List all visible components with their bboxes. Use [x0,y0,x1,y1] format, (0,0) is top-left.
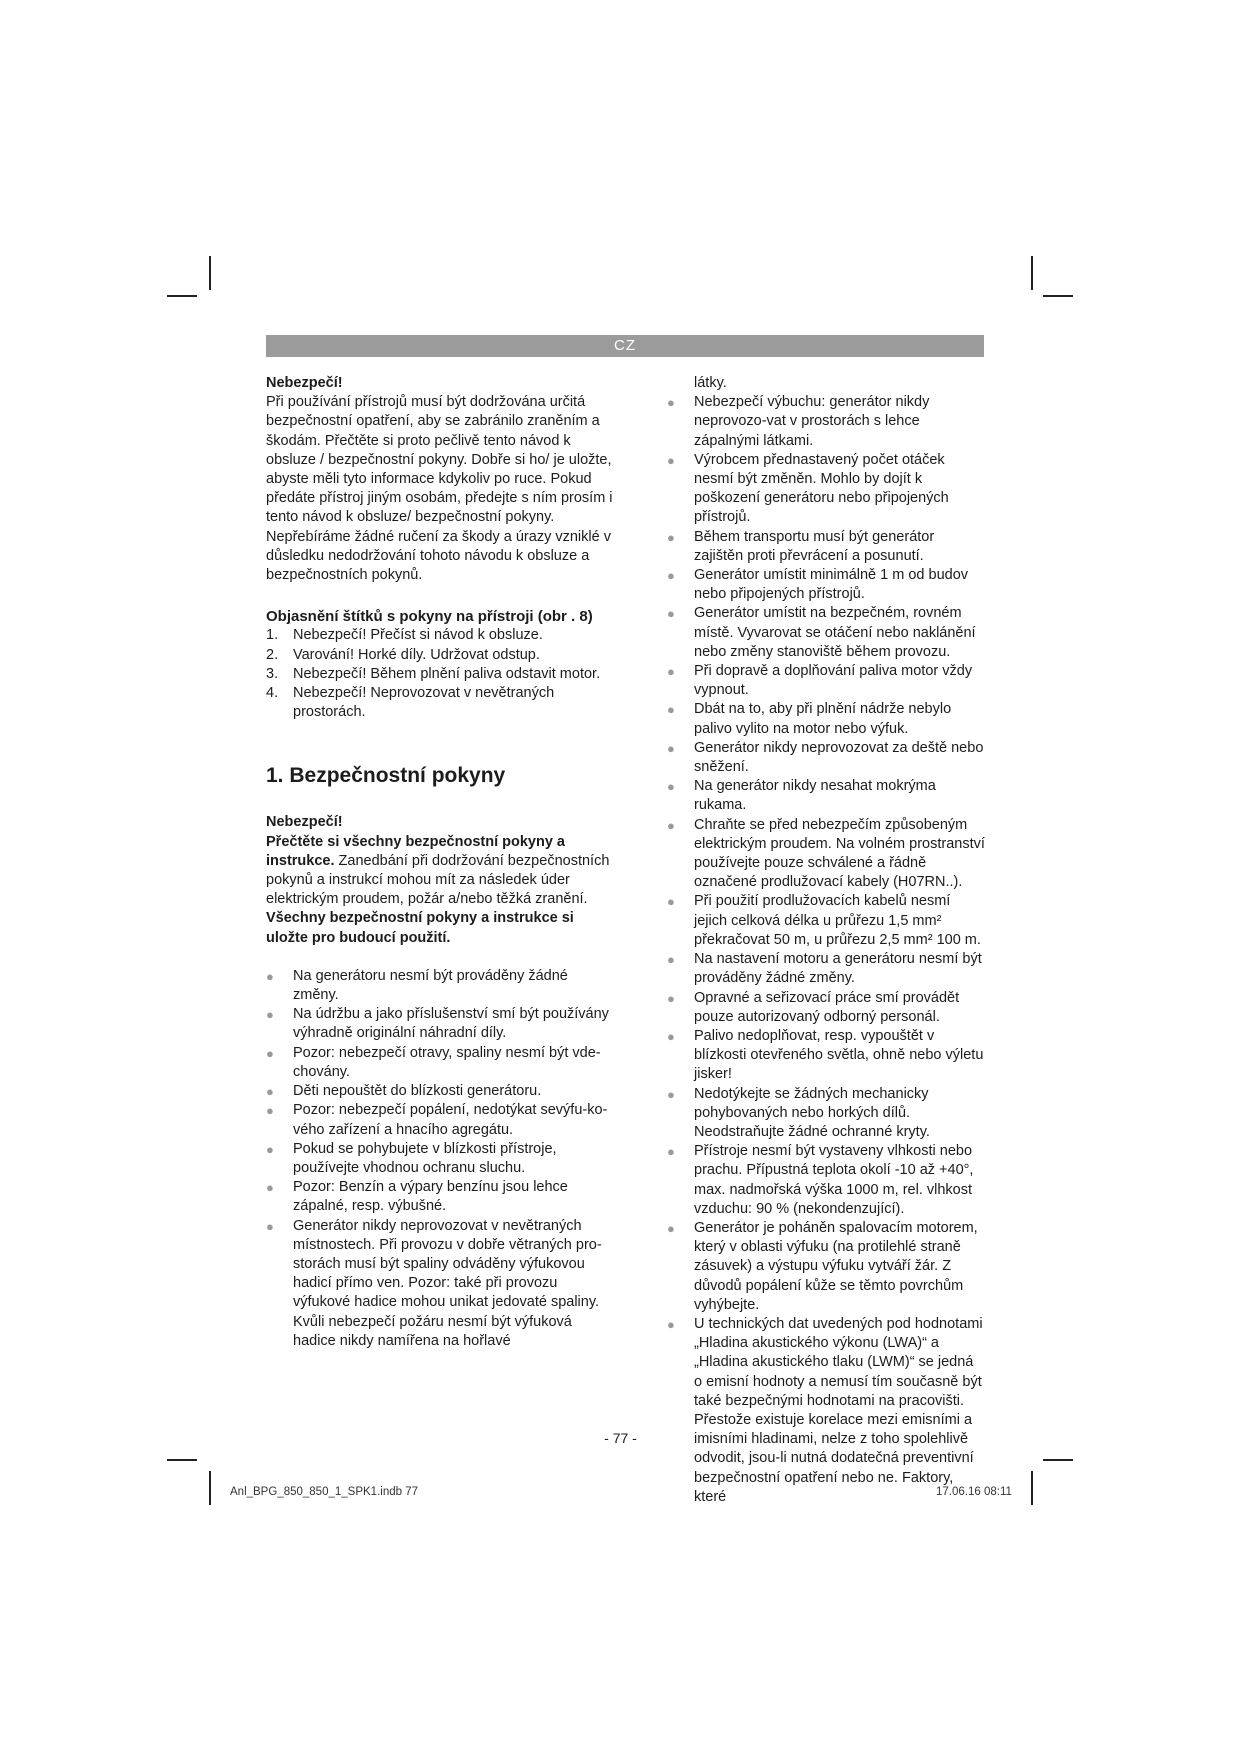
item-text: Chraňte se před nebezpečím způsobeným elektrickým proudem. Na volném prostranství používejte pouze schválené a řádně označené prodlužovací kabely (H07RN..). [694,816,985,891]
list-item [667,393,985,451]
footer-file-info: Anl_BPG_850_850_1_SPK1.indb 77 [230,1486,418,1498]
list-item [266,1217,616,1351]
item-text: Přístroje nesmí být vystaveny vlhkosti nebo prachu. Přípustná teplota okolí -10 až +40°, max. nadmořská výška 1000 m, rel. vlhkost vzduchu: 90 % (nekondenzující). [694,1143,974,1217]
list-item [266,1178,616,1216]
item-text: Během transportu musí být generátor zajištěn proti převrácení a posunutí. [694,528,935,564]
danger-bold-tail: Všechny bezpečnostní pokyny a instrukce si uložte pro budoucí použití. [266,910,574,946]
bullet-icon: ● [266,968,274,984]
bullet-icon: ● [667,664,675,680]
item-text: Pokud se pohybujete v blízkosti přístroje, používejte vhodnou ochranu sluchu. [293,1140,557,1176]
bullet-icon: ● [667,1086,675,1102]
item-text: Na údržbu a jako příslušenství smí být používány výhradně originální náhradní díly. [293,1006,609,1042]
list-item [667,989,985,1027]
list-item [667,451,985,528]
item-text: Na generátor nikdy nesahat mokrýma rukama. [694,778,936,814]
list-item [266,967,616,1005]
bullet-icon: ● [266,1180,274,1196]
list-item [667,739,985,777]
bullet-icon: ● [667,817,675,833]
danger-bold-lead: Přečtěte si všechny bezpečnostní pokyny a instrukce. [266,833,565,869]
bullet-icon: ● [667,779,675,795]
bullet-icon: ● [667,1316,675,1332]
list-item [266,1082,616,1101]
list-item [667,892,985,950]
bullet-icon: ● [667,1144,675,1160]
item-text: Na generátoru nesmí být prováděny žádné změny. [293,967,568,1004]
item-text: Pozor: nebezpečí otravy, spaliny nesmí být vde-chovány. [293,1044,601,1080]
labels-list [266,626,616,722]
intro-title: Nebezpečí! [266,375,343,391]
labels-title: Objasnění štítků s pokyny na přístroji (obr . 8) [266,608,593,626]
danger-text: Zanedbání při dodržování bezpečnostních pokynů a instrukcí mohou mít za následek úder elektrickým proudem, požár a/nebo těžká zranění. [266,852,610,908]
crop-mark [1031,1471,1033,1505]
item-text: Varování! Horké díly. Udržovat odstup. [293,646,540,663]
list-item [667,566,985,604]
item-text: Nebezpečí! Neprovozovat v nevětraných prostorách. [293,685,555,721]
crop-mark [1043,295,1073,297]
item-text: Pozor: Benzín a výpary benzínu jsou lehce zápalné, resp. výbušné. [293,1179,568,1215]
list-item [667,1315,985,1507]
bullet-icon: ● [667,452,675,468]
bullet-icon: ● [667,529,675,545]
bullet-icon: ● [667,740,675,756]
bullet-icon: ● [266,1084,274,1100]
bullet-icon: ● [667,395,675,411]
danger-paragraph [266,833,616,948]
crop-mark [167,1459,197,1461]
list-item [667,1219,985,1315]
bullet-icon: ● [667,990,675,1006]
bullet-icon: ● [667,606,675,622]
item-text: Nebezpečí výbuchu: generátor nikdy neprovozo-vat v prostorách s lehce zápalnými látkami. [694,394,930,449]
left-column [266,374,616,1351]
list-item [266,626,616,645]
list-item [667,662,985,700]
list-item [667,1027,985,1085]
crop-mark [1031,256,1033,290]
right-column [667,374,985,1507]
item-text: Nedotýkejte se žádných mechanicky pohybovaných nebo horkých dílů. Neodstraňujte žádné ochranné kryty. [694,1085,930,1140]
footer-date: 17.06.16 08:11 [936,1486,1012,1498]
item-text: Nebezpečí! Během plnění paliva odstavit motor. [293,665,601,682]
page-number: - 77 - [604,1430,637,1446]
continuation-text: látky. [694,375,727,391]
item-text: Generátor nikdy neprovozovat za deště nebo sněžení. [694,739,984,776]
list-item [266,646,616,665]
item-text: Palivo nedoplňovat, resp. vypouštět v blízkosti otevřeného světla, ohně nebo výletu jisker! [694,1027,984,1083]
right-bullet-list [667,393,985,1507]
crop-mark [209,1471,211,1505]
bullet-icon: ● [266,1007,274,1023]
list-item [667,604,985,662]
intro-text: Při používání přístrojů musí být dodržována určitá bezpečnostní opatření, aby se zabránilo zraněním a škodám. Přečtěte si proto pečlivě tento návod k obsluze / bezpečnostní pokyny. Dobře si ho/ je uložte, abyste měli tyto informace kdykoliv po ruce. Pokud předáte přístroj jiným osobám, předejte s ním prosím i tento návod k obsluze/ bezpečnostní pokyny. Nepřebíráme žádné ručení za škody a úrazy vzniklé v důsledku nedodržování tohoto návodu k obsluze a bezpečnostních pokynů. [266,394,613,584]
list-item [667,950,985,988]
bullet-icon: ● [266,1218,274,1234]
list-item [667,1142,985,1219]
language-header-bar: CZ [266,335,984,357]
item-text: Na nastavení motoru a generátoru nesmí být prováděny žádné změny. [694,951,982,987]
list-item [667,777,985,815]
bullet-icon: ● [667,1220,675,1236]
item-number: 4. [266,685,279,702]
item-text: Výrobcem přednastavený počet otáček nesmí být změněn. Mohlo by dojít k poškození generátoru nebo připojených přístrojů. [694,451,949,526]
crop-mark [167,295,197,297]
item-number: 1. [266,627,279,644]
list-item [266,1005,616,1043]
list-item [667,528,985,566]
item-text: Pozor: nebezpečí popálení, nedotýkat sevýfu-ko-vého zařízení a hnacího agregátu. [293,1102,608,1138]
bullet-icon: ● [266,1103,274,1119]
section-title: 1. Bezpečnostní pokyny [266,764,506,788]
item-text: Při dopravě a doplňování paliva motor vždy vypnout. [694,663,973,699]
bullet-icon: ● [667,894,675,910]
item-number: 2. [266,646,279,663]
bullet-icon: ● [266,1141,274,1157]
item-text: Nebezpečí! Přečíst si návod k obsluze. [293,627,543,644]
list-item [266,1044,616,1082]
left-bullet-list [266,967,616,1351]
list-item [667,816,985,893]
list-item [667,1085,985,1143]
danger-title: Nebezpečí! [266,814,343,831]
bullet-icon: ● [667,1028,675,1044]
bullet-icon: ● [667,568,675,584]
crop-mark [209,256,211,290]
list-item [667,700,985,738]
bullet-icon: ● [266,1045,274,1061]
item-text: Při použití prodlužovacích kabelů nesmí jejich celková délka u průřezu 1,5 mm² překračovat 50 m, u průřezu 2,5 mm² 100 m. [694,893,981,948]
item-text: Generátor nikdy neprovozovat v nevětraných místnostech. Při provozu v dobře větraných pro-storách musí být spaliny odváděny výfukovou hadicí přímo ven. Pozor: také při provozu výfukové hadice mohou unikat jedovaté spaliny. Kvůli nebezpečí požáru nesmí být výfuková hadice nikdy namířena na hořlavé [293,1217,602,1349]
item-text: U technických dat uvedených pod hodnotami „Hladina akustického výkonu (LWA)“ a „Hladina akustického tlaku (LWM)“ se jedná o emisní hodnoty a nemusí tím současně být také bezpečnými hodnotami na pracovišti. Přestože existuje korelace mezi emisními a imisními hladinami, nelze z toho spolehlivě odvodit, jsou-li nutná dodatečná preventivní bezpečnostní opatření nebo ne. Faktory, které [694,1315,983,1505]
item-text: Generátor je poháněn spalovacím motorem, který v oblasti výfuku (na protilehlé straně zásuvek) a výstupu výfuku vytváří žár. Z důvodů popálení kůže se těmto povrchům vyhýbejte. [694,1219,978,1313]
item-number: 3. [266,665,279,682]
item-text: Generátor umístit na bezpečném, rovném místě. Vyvarovat se otáčení nebo naklánění nebo změny stanoviště během provozu. [694,605,976,660]
bullet-icon: ● [667,952,675,968]
list-item [266,665,616,684]
item-text: Děti nepouštět do blízkosti generátoru. [293,1083,542,1100]
item-text: Generátor umístit minimálně 1 m od budov nebo připojených přístrojů. [694,567,969,603]
crop-mark [1043,1459,1073,1461]
item-text: Dbát na to, aby při plnění nádrže nebylo palivo vylito na motor nebo výfuk. [694,701,952,737]
item-text: Opravné a seřizovací práce smí provádět pouze autorizovaný odborný personál. [694,989,960,1025]
bullet-icon: ● [667,702,675,718]
list-item [266,1101,616,1139]
list-item [266,1140,616,1178]
list-item [266,684,616,722]
